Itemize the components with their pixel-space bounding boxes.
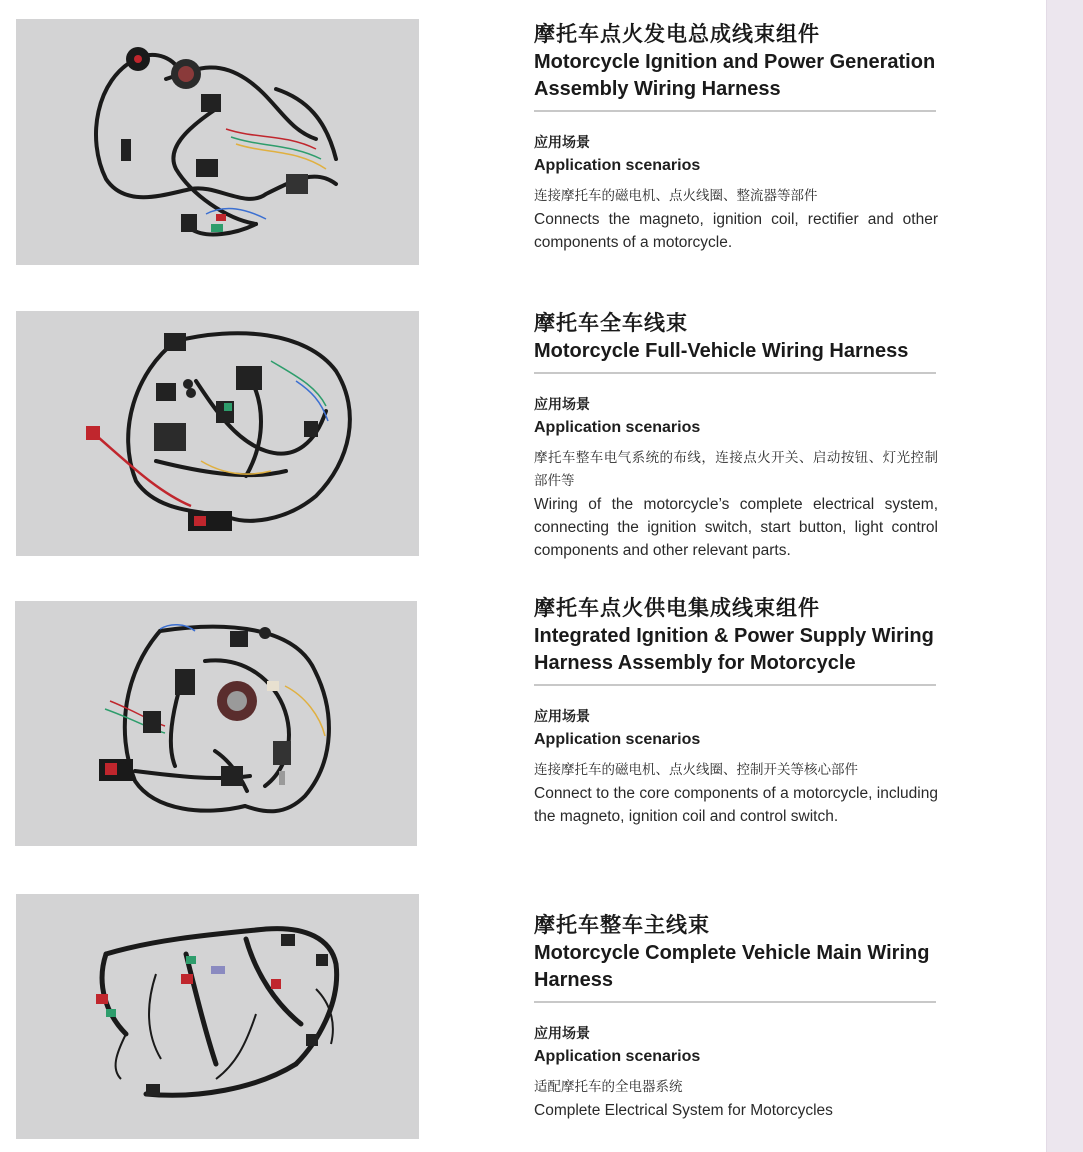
product-2-description-cn: 摩托车整车电气系统的布线，连接点火开关、启动按钮、灯光控制部件等: [534, 450, 938, 489]
product-2-photo: [16, 311, 419, 556]
product-1-application-label-cn: 应用场景: [534, 135, 590, 151]
product-3-description-en: Connect to the core components of a motorcycle, including the magneto, ignition coil and control switch.: [534, 785, 938, 825]
wiring-harness-3-image: [15, 601, 417, 846]
product-1-title-cn: 摩托车点火发电总成线束组件: [534, 22, 820, 46]
product-3-divider: [534, 684, 936, 686]
product-1-divider: [534, 110, 936, 112]
product-1-description-en: Connects the magneto, ignition coil, rectifier and other components of a motorcycle.: [534, 211, 938, 251]
product-2-application-label-cn: 应用场景: [534, 397, 590, 413]
wiring-harness-2-image: [16, 311, 419, 556]
product-2-title-en: Motorcycle Full-Vehicle Wiring Harness: [534, 340, 909, 362]
product-4-title-en: Motorcycle Complete Vehicle Main Wiring Harness: [534, 942, 930, 991]
product-1-description-cn: 连接摩托车的磁电机、点火线圈、整流器等部件: [534, 188, 818, 204]
product-2-divider: [534, 372, 936, 374]
product-4-title-cn: 摩托车整车主线束: [534, 913, 710, 937]
product-4-divider: [534, 1001, 936, 1003]
product-3-title-cn: 摩托车点火供电集成线束组件: [534, 596, 820, 620]
product-2-title-cn: 摩托车全车线束: [534, 311, 688, 335]
product-4-description-cn: 适配摩托车的全电器系统: [534, 1079, 683, 1095]
product-2-description-en: Wiring of the motorcycle’s complete electrical system, connecting the ignition switch, start button, light control components and other relevant parts.: [534, 496, 938, 559]
product-4-application-label-cn: 应用场景: [534, 1026, 590, 1042]
product-3-description-cn: 连接摩托车的磁电机、点火线圈、控制开关等核心部件: [534, 762, 858, 778]
product-4-description-en: Complete Electrical System for Motorcycles: [534, 1102, 833, 1119]
wiring-harness-4-image: [16, 894, 419, 1139]
product-4-photo: [16, 894, 419, 1139]
product-3-title-en: Integrated Ignition & Power Supply Wiring Harness Assembly for Motorcycle: [534, 625, 934, 674]
product-3-application-label-en: Application scenarios: [534, 731, 701, 748]
product-2-application-label-en: Application scenarios: [534, 419, 701, 436]
product-4-application-label-en: Application scenarios: [534, 1048, 701, 1065]
side-strip: [1046, 0, 1083, 1152]
product-1-title-en: Motorcycle Ignition and Power Generation Assembly Wiring Harness: [534, 51, 936, 100]
product-1-application-label-en: Application scenarios: [534, 157, 701, 174]
product-1-photo: [16, 19, 419, 265]
product-3-application-label-cn: 应用场景: [534, 709, 590, 725]
wiring-harness-1-image: [16, 19, 419, 265]
product-3-photo: [15, 601, 417, 846]
